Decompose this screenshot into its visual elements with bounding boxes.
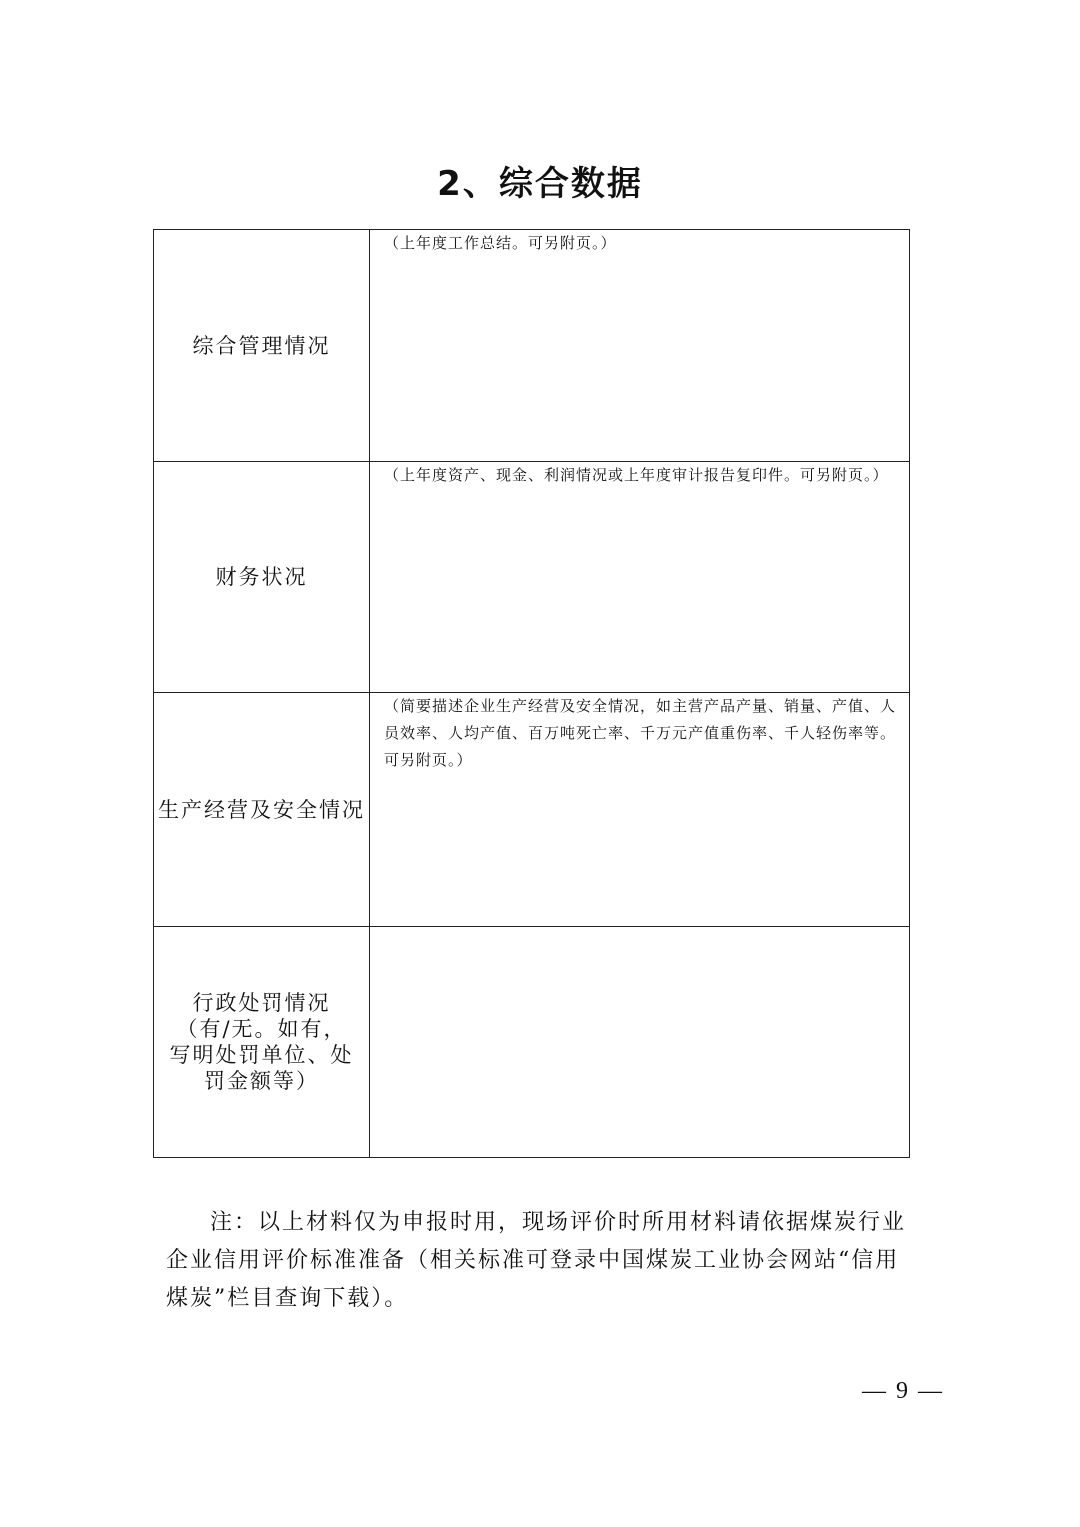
row-label: 财务状况: [215, 565, 308, 589]
comprehensive-data-table: [153, 229, 910, 1158]
row-sublabel: （有/无。如有，写明处罚单位、处罚金额等）: [169, 1017, 354, 1093]
row-label-cell: [154, 230, 370, 462]
table-row: [154, 230, 910, 462]
table-row: [154, 462, 910, 693]
row-label: 行政处罚情况: [192, 991, 331, 1015]
table-row: [154, 927, 910, 1158]
row-content-cell[interactable]: [370, 230, 910, 462]
row-label-cell: [154, 927, 370, 1158]
row-content-cell[interactable]: [370, 462, 910, 693]
row-label-cell: [154, 693, 370, 927]
row-hint: （上年度工作总结。可另附页。）: [384, 234, 617, 252]
row-label-cell: [154, 462, 370, 693]
row-hint: （上年度资产、现金、利润情况或上年度审计报告复印件。可另附页。）: [384, 466, 889, 484]
row-content-cell[interactable]: [370, 927, 910, 1158]
row-hint: （简要描述企业生产经营及安全情况，如主营产品产量、销量、产值、人员效率、人均产值、百万吨死亡率、千万元产值重伤率、千人轻伤率等。可另附页。）: [384, 697, 897, 769]
row-content-cell[interactable]: [370, 693, 910, 927]
row-label: 生产经营及安全情况: [158, 797, 365, 822]
page-number: — 9 —: [862, 1378, 944, 1404]
page-title: 2、综合数据: [437, 164, 643, 204]
row-label: 综合管理情况: [192, 333, 331, 358]
footnote: 注：以上材料仅为申报时用，现场评价时所用材料请依据煤炭行业企业信用评价标准准备（相关标准可登录中国煤炭工业协会网站“信用煤炭”栏目查询下载）。: [166, 1210, 907, 1311]
table-row: [154, 693, 910, 927]
